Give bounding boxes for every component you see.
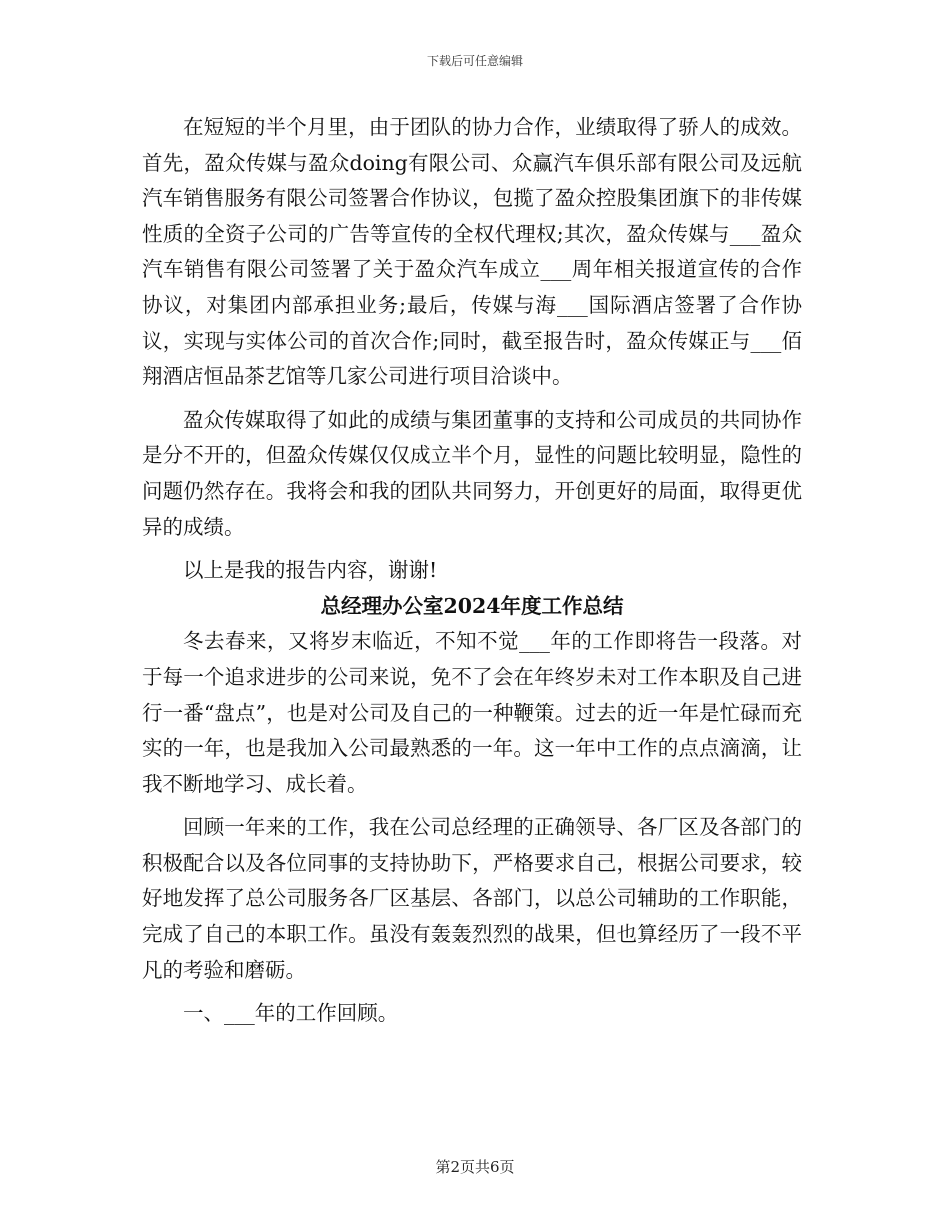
paragraph-teamwork: 盈众传媒取得了如此的成绩与集团董事的支持和公司成员的共同协作是分不开的，但盈众传媒仅仅成立半个月，显性的问题比较明显，隐性的问题仍然存在。我将会和我的团队共同努力，开创更好的局面，取得更优异的成绩。 [142, 407, 802, 539]
document-body [142, 110, 802, 1032]
paragraph-review: 回顾一年来的工作，我在公司总经理的正确领导、各厂区及各部门的积极配合以及各位同事的支持协助下，严格要求自己，根据公司要求，较好地发挥了总公司服务各厂区基层、各部门，以总公司辅助的工作职能，完成了自己的本职工作。虽没有轰轰烈烈的战果，但也算经历了一段不平凡的考验和磨砺。 [142, 815, 802, 982]
paragraph-closing: 以上是我的报告内容，谢谢! [183, 558, 438, 583]
page-header: 下载后可任意编辑 [426, 54, 523, 68]
paragraph-intro: 冬去春来，又将岁末临近，不知不觉___年的工作即将告一段落。对于每一个追求进步的公司来说，免不了会在年终岁未对工作本职及自己进行一番“盘点”，也是对公司及自己的一种鞭策。过去的近一年是忙碌而充实的一年，也是我加入公司最熟悉的一年。这一年中工作的点点滴滴，让我不断地学习、成长着。 [142, 629, 802, 796]
paragraph-heading-one: 一、___年的工作回顾。 [183, 1001, 399, 1026]
paragraph-achievements: 在短短的半个月里，由于团队的协力合作，业绩取得了骄人的成效。首先，盈众传媒与盈众doing有限公司、众赢汽车俱乐部有限公司及远航汽车销售服务有限公司签署合作协议，包揽了盈众控股集团旗下的非传媒性质的全资子公司的广告等宣传的全权代理权;其次，盈众传媒与___盈众汽车销售有限公司签署了关于盈众汽车成立___周年相关报道宣传的合作协议，对集团内部承担业务;最后，传媒与海___国际酒店签署了合作协议，实现与实体公司的首次合作;同时，截至报告时，盈众传媒正与___佰翔酒店恒品茶艺馆等几家公司进行项目洽谈中。 [142, 115, 802, 389]
page-footer: 第2页共6页 [435, 1158, 515, 1176]
section-title: 总经理办公室2024年度工作总结 [320, 593, 624, 618]
